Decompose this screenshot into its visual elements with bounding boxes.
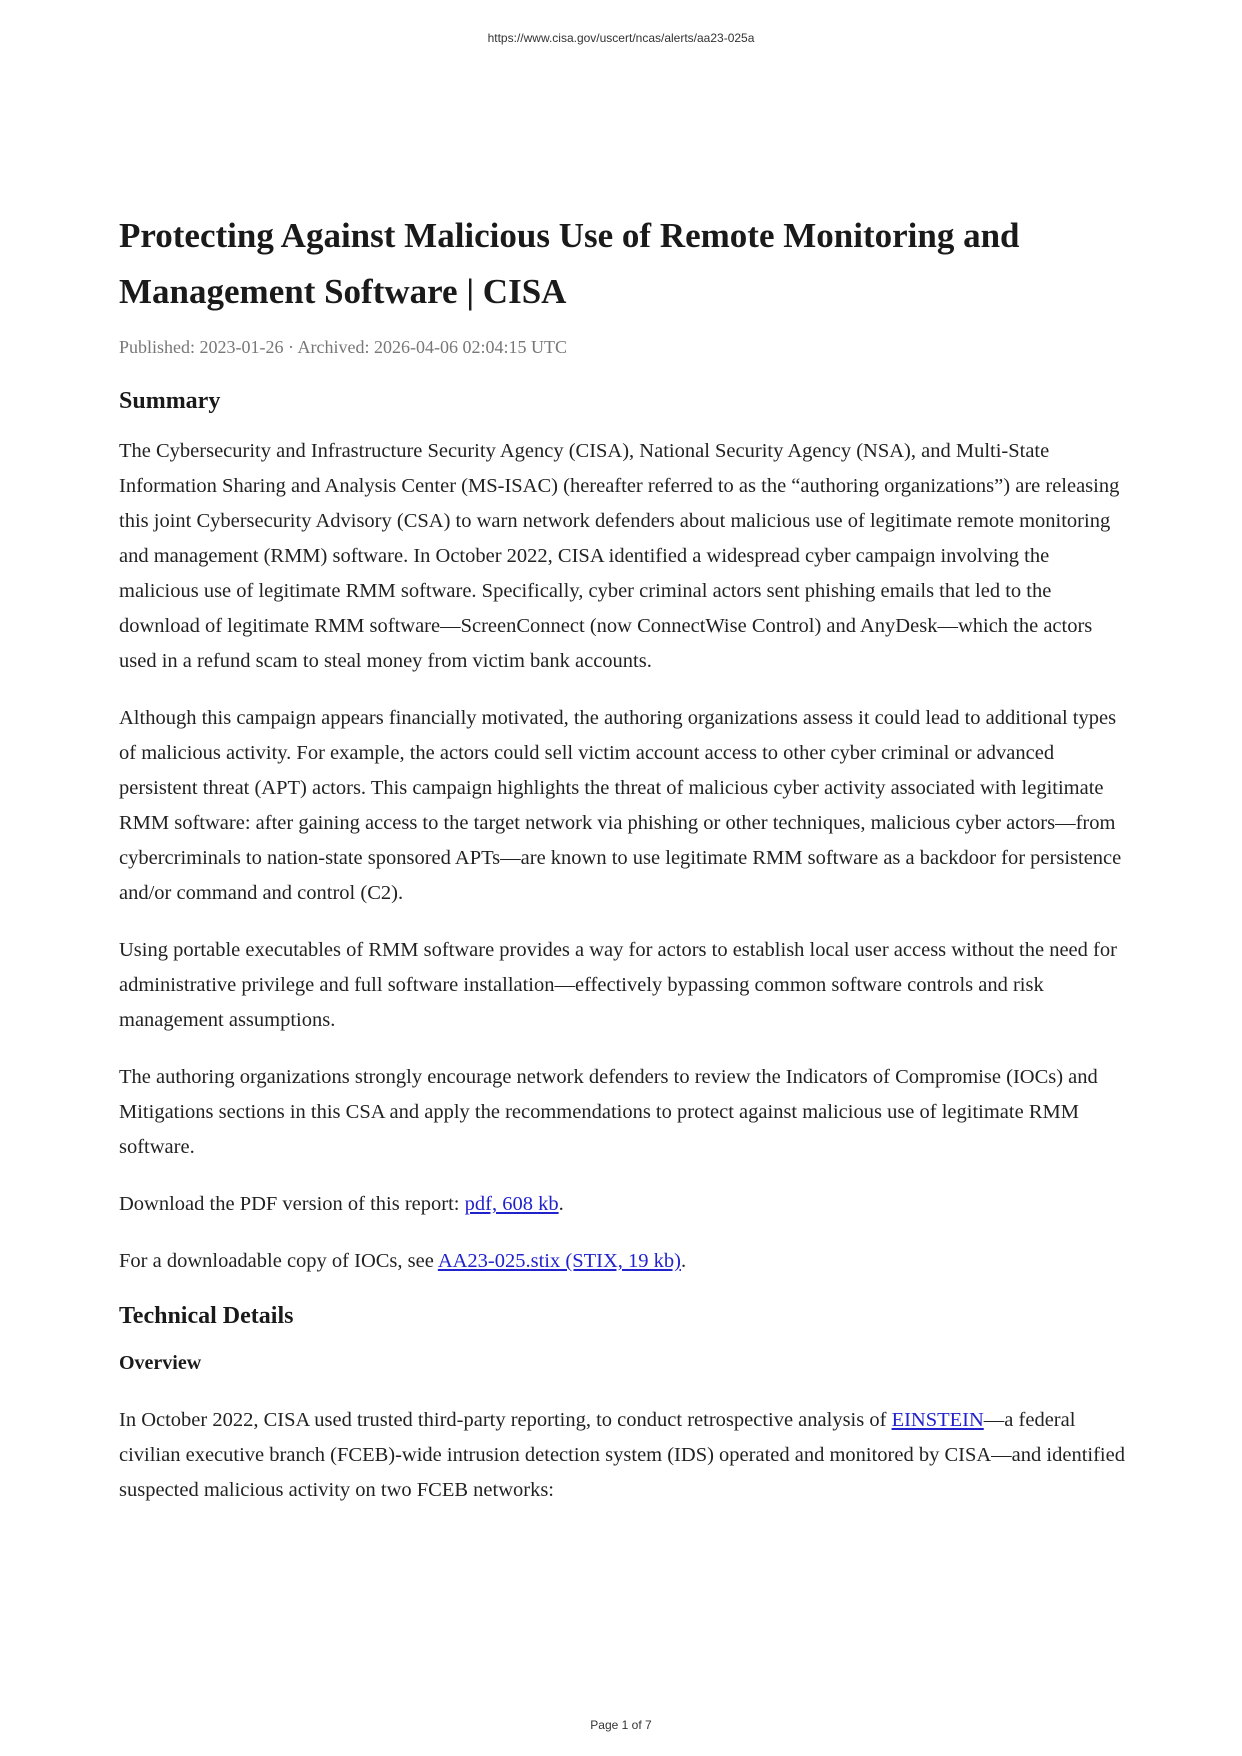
pdf-download-link[interactable]: pdf, 608 kb	[464, 1193, 559, 1215]
pdf-download-text: Download the PDF version of this report:	[119, 1193, 465, 1215]
document-body	[119, 208, 1125, 1530]
summary-paragraph-4: The authoring organizations strongly encourage network defenders to review the Indicators of Compromise (IOCs) and Mitigations sections in this CSA and apply the recommendations to protect against malicious use of legitimate RMM software.	[119, 1066, 1098, 1158]
overview-text: In October 2022, CISA used trusted third-party reporting, to conduct retrospective analysis of	[119, 1409, 892, 1431]
overview-paragraph	[119, 1403, 1125, 1508]
ioc-download-text: For a downloadable copy of IOCs, see	[119, 1250, 438, 1272]
summary-paragraph-1: The Cybersecurity and Infrastructure Security Agency (CISA), National Security Agency (NSA), and Multi-State Information Sharing and Analysis Center (MS-ISAC) (hereafter referred to as the “authoring organizations”) are releasing this joint Cybersecurity Advisory (CSA) to warn network defenders about malicious use of legitimate remote monitoring and management (RMM) software. In October 2022, CISA identified a widespread cyber campaign involving the malicious use of legitimate RMM software. Specifically, cyber criminal actors sent phishing emails that led to the download of legitimate RMM software—ScreenConnect (now ConnectWise Control) and AnyDesk—which the actors used in a refund scam to steal money from victim bank accounts.	[119, 440, 1120, 672]
pdf-download-suffix: .	[558, 1193, 564, 1215]
overview-heading: Overview	[119, 1352, 202, 1374]
technical-details-heading: Technical Details	[119, 1303, 294, 1329]
ioc-download-suffix: .	[680, 1250, 687, 1272]
page-url-header: https://www.cisa.gov/uscert/ncas/alerts/aa23-025a	[487, 31, 755, 45]
stix-download-link[interactable]: AA23-025.stix (STIX, 19 kb)	[437, 1250, 681, 1272]
einstein-link[interactable]: EINSTEIN	[891, 1409, 984, 1431]
page-number-footer: Page 1 of 7	[590, 1718, 652, 1732]
summary-paragraph-3: Using portable executables of RMM software provides a way for actors to establish local user access without the need for administrative privilege and full software installation—effectively bypassing common software controls and risk management assumptions.	[119, 939, 1117, 1031]
summary-heading: Summary	[119, 388, 221, 414]
publish-meta: Published: 2023-01-26 · Archived: 2026-04-06 02:04:15 UTC	[119, 337, 567, 357]
pdf-download-line	[119, 1187, 1125, 1222]
overview-text-continued: —a federal civilian executive branch (FCEB)-wide intrusion detection system (IDS) operated and monitored by CISA—and identified suspected malicious activity on two FCEB networks:	[119, 1409, 1125, 1501]
page-title: Protecting Against Malicious Use of Remote Monitoring and Management Software | CISA	[119, 216, 1020, 311]
ioc-download-line	[119, 1244, 1125, 1279]
summary-paragraph-2: Although this campaign appears financially motivated, the authoring organizations assess it could lead to additional types of malicious activity. For example, the actors could sell victim account access to other cyber criminal or advanced persistent threat (APT) actors. This campaign highlights the threat of malicious cyber activity associated with legitimate RMM software: after gaining access to the target network via phishing or other techniques, malicious cyber actors—from cybercriminals to nation-state sponsored APTs—are known to use legitimate RMM software as a backdoor for persistence and/or command and control (C2).	[119, 707, 1122, 904]
